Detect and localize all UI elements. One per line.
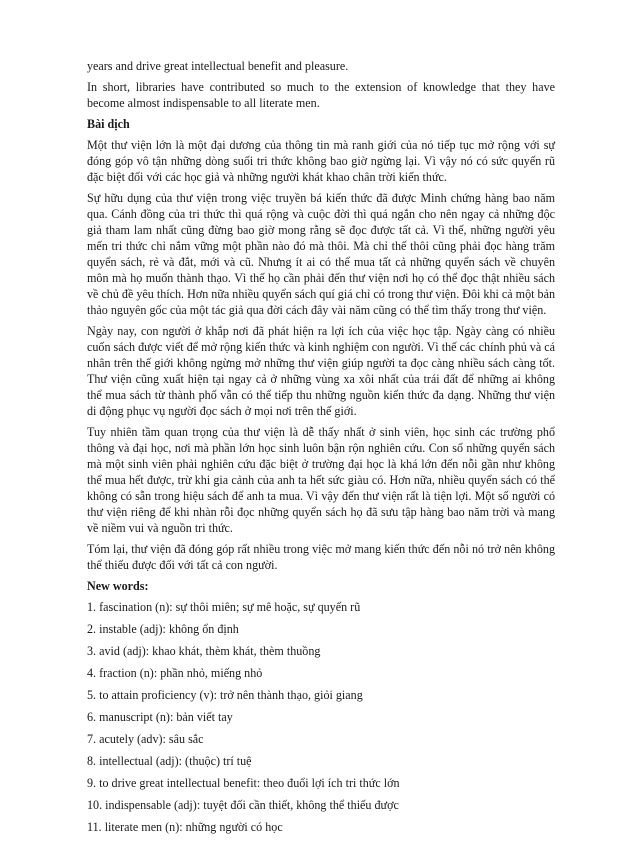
new-word-item: 6. manuscript (n): bản viết tay	[87, 710, 233, 724]
new-word-item: 3. avid (adj): khao khát, thèm khát, thèm thuồng	[87, 644, 321, 658]
new-word-item: 11. literate men (n): những người có học	[87, 820, 283, 834]
new-word-item: 7. acutely (adv): sâu sắc	[87, 732, 204, 746]
new-words-list	[87, 599, 555, 835]
document-page	[87, 58, 555, 841]
new-word-item: 10. indispensable (adj): tuyệt đối cần thiết, không thể thiếu được	[87, 798, 399, 812]
vietnamese-paragraph-2: Sự hữu dụng của thư viện trong việc truyền bá kiến thức đã được Minh chứng hàng bao năm qua. Cánh đồng của tri thức thì quá rộng và cuộc đời thì quá ngắn cho nên ngay cả những độc giả tham lam nhất cũng đừng bao giờ mong rằng sẽ đọc được tất cả. Vì thế, những người yêu mến tri thức chỉ nắm vững một phần nào đó mà thôi. Mà chỉ thế thôi cũng phải đọc hàng trăm quyển sách, rẻ và đắt, mới và cũ. Nhưng ít ai có thể mua tất cả những quyển sách về chuyên môn mà họ muốn thành thạo. Vì thế họ cần phải đến thư viện nơi họ có thể đọc thật nhiều sách về chủ đề yêu thích. Hơn nữa nhiều quyển sách quí giá chỉ có trong thư viện. Đôi khi cả một bản thảo nguyên gốc của một tác giả qua đời cách đây vài năm cũng có thể tìm thấy trong thư viện.	[87, 191, 555, 317]
new-word-item: 2. instable (adj): không ổn định	[87, 622, 239, 636]
vietnamese-paragraph-1: Một thư viện lớn là một đại dương của thông tin mà ranh giới của nó tiếp tục mở rộng với sự đóng góp vô tận những dòng suối tri thức không bao giờ ngừng lại. Vì vậy nó có sức quyến rũ đặc biệt đối với các học giả và những người khát khao chân trời kiến thức.	[87, 138, 555, 184]
vietnamese-paragraph-5: Tóm lại, thư viện đã đóng góp rất nhiều trong việc mở mang kiến thức đến nỗi nó trở nên không thể thiếu được đối với tất cả con người.	[87, 542, 555, 572]
translation-heading: Bài dịch	[87, 117, 130, 131]
english-paragraph-end: years and drive great intellectual benefit and pleasure.	[87, 59, 349, 73]
new-word-item: 4. fraction (n): phần nhỏ, miếng nhỏ	[87, 666, 263, 680]
new-word-item: 1. fascination (n): sự thôi miên; sự mê hoặc, sự quyến rũ	[87, 600, 361, 614]
new-word-item: 8. intellectual (adj): (thuộc) trí tuệ	[87, 754, 252, 768]
vietnamese-paragraph-3: Ngày nay, con người ở khắp nơi đã phát hiện ra lợi ích của việc học tập. Ngày càng có nhiều cuốn sách được viết để mở rộng kiến thức và kinh nghiệm con người. Vì thế các chính phủ và cá nhân trên thế giới không ngừng mở những thư viện giúp người ta đọc càng nhiều sách càng tốt. Thư viện cũng xuất hiện tại ngay cả ở những vùng xa xôi nhất của trái đất để những ai không thể mua sách từ thành phố vẫn có thể tiếp thu những nguồn kiến thức đa dạng. Những thư viện di động phục vụ người đọc sách ở mọi nơi trên thế giới.	[87, 324, 555, 418]
vietnamese-paragraph-4: Tuy nhiên tầm quan trọng của thư viện là dễ thấy nhất ở sinh viên, học sinh các trường phổ thông và đại học, nơi mà phần lớn học sinh luôn bận rộn nghiên cứu. Con số những quyển sách mà một sinh viên phải nghiên cứu đặc biệt ở trường đại học là khá lớn đến nỗi gần như không thể mua hết được, trừ khi gia cảnh của anh ta hết sức giàu có. Hơn nữa, nhiều quyển sách có thể không có sẵn trong hiệu sách để anh ta mua. Vì vậy đến thư viện rất là tiện lợi. Một số người có thư viện riêng để khi nhàn rỗi đọc những quyển sách họ đã sưu tập hàng bao năm trời và mang về niềm vui và nguồn tri thức.	[87, 425, 555, 535]
english-paragraph-conclusion: In short, libraries have contributed so much to the extension of knowledge that they have become almost indispensable to all literate men.	[87, 80, 555, 110]
new-word-item: 9. to drive great intellectual benefit: theo đuổi lợi ích tri thức lớn	[87, 776, 400, 790]
new-words-heading: New words:	[87, 579, 149, 593]
new-word-item: 5. to attain proficiency (v): trở nên thành thạo, giỏi giang	[87, 688, 363, 702]
